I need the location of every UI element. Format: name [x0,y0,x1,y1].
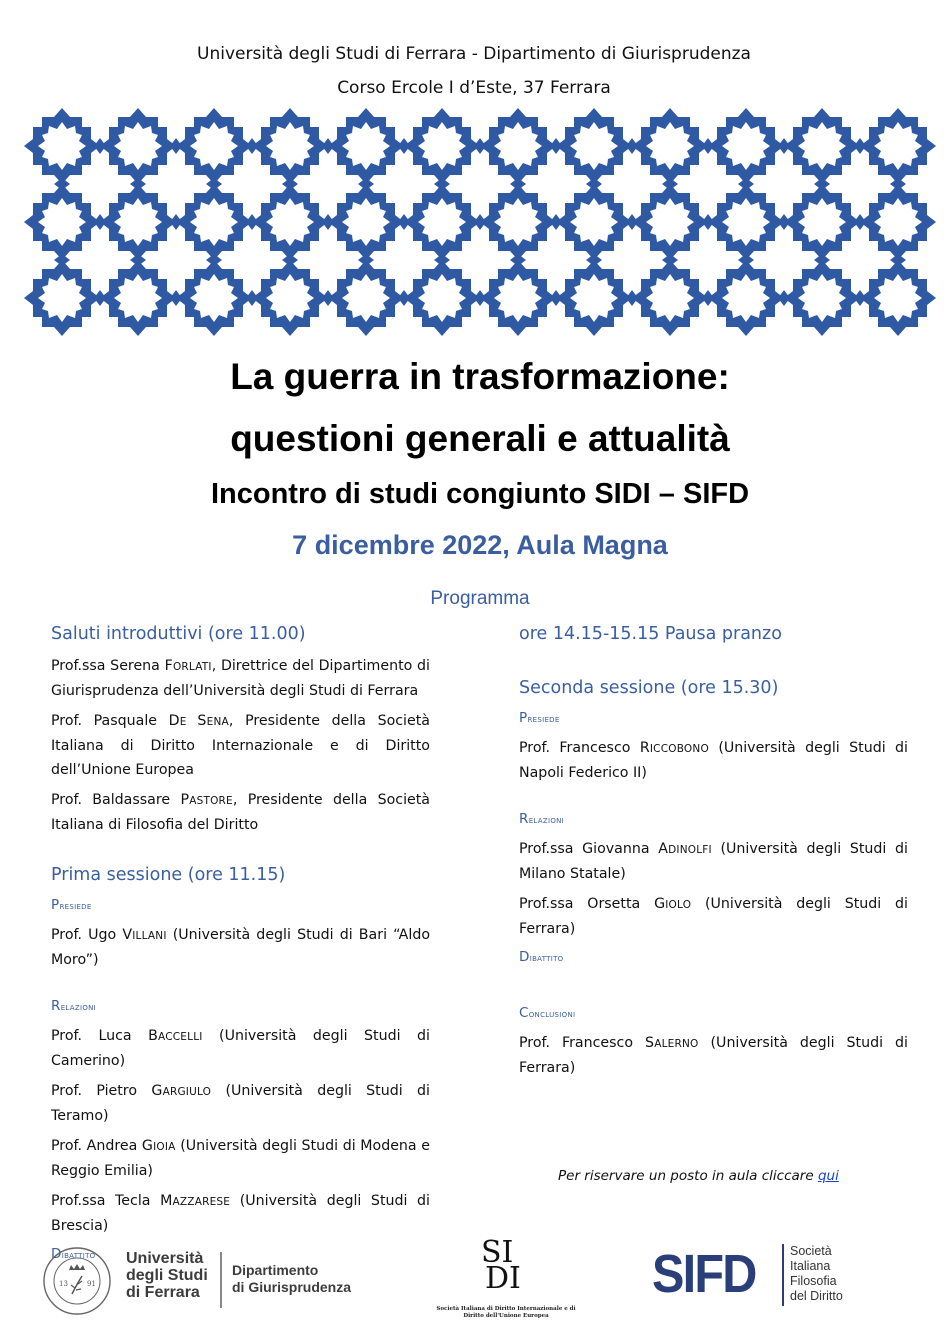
star-tile-icon [252,260,328,336]
star-tile-icon [480,260,556,336]
sifd-name-1: Italiana [790,1259,831,1273]
sifd-logo [652,1240,862,1312]
seconda-relazione-1: Prof.ssa Orsetta GIOLO (Università degli Studi di Ferrara) [519,896,908,937]
prima-relazione-3: Prof.ssa Tecla MAZZARESE (Università degli Studi di Brescia) [51,1193,430,1234]
star-tile-icon [784,108,860,184]
saluti-title: Saluti introduttivi (ore 11.00) [51,624,306,644]
program-right-column [519,620,908,1080]
title-line-1: La guerra in trasformazione: [230,356,730,397]
seconda-presiede-label: Presiede [519,710,560,726]
star-tile-icon [708,260,784,336]
star-tile-icon [632,108,708,184]
unife-dept-line-0: Dipartimento [232,1262,319,1278]
decorative-star-pattern [24,108,940,338]
prima-presiede: Prof. Ugo VILLANI (Università degli Studi di Bari “Aldo Moro”) [51,927,431,968]
header-address: Corso Ercole I d’Este, 37 Ferrara [337,78,611,98]
svg-text:13: 13 [59,1280,68,1288]
star-tile-icon [176,108,252,184]
star-tile-icon [860,108,936,184]
unife-name-line-1: degli Studi [126,1267,208,1284]
star-tile-icon [480,108,556,184]
header-university: Università degli Studi di Ferrara - Dipartimento di Giurisprudenza [197,44,751,64]
sifd-mark: SIFD [652,1244,756,1304]
star-tile-icon [252,184,328,260]
unife-divider [220,1252,222,1308]
unife-dept-line-1: di Giurisprudenza [232,1279,352,1295]
star-tile-icon [708,184,784,260]
prima-relazione-1: Prof. Pietro GARGIULO (Università degli Studi di Teramo) [51,1083,430,1124]
star-tile-icon [24,184,100,260]
star-tile-icon [632,184,708,260]
star-tile-icon [100,108,176,184]
unife-name-line-0: Università [126,1250,204,1267]
star-tile-icon [24,108,100,184]
sifd-name-0: Società [790,1244,832,1258]
reservation-link[interactable]: qui [817,1168,839,1184]
prima-sessione-title: Prima sessione (ore 11.15) [51,865,286,885]
star-tile-icon [100,184,176,260]
program-heading: Programma [430,588,530,609]
star-tile-icon [100,260,176,336]
star-tile-icon [328,260,404,336]
unife-name-line-2: di Ferrara [126,1284,200,1301]
sidi-mark: SI DI [481,1235,521,1296]
star-tile-icon [404,184,480,260]
unife-seal-icon [42,1246,112,1316]
sifd-name-3: del Diritto [790,1289,843,1303]
event-date: 7 dicembre 2022, Aula Magna [292,530,668,560]
star-tile-icon [556,260,632,336]
prima-relazioni-label: Relazioni [51,998,97,1014]
saluti-item-0: Prof.ssa Serena FORLATI, Direttrice del Dipartimento di Giurisprudenza dell’Università degli Studi di Ferrara [51,658,430,699]
star-tile-icon [176,260,252,336]
seconda-dibattito-label: Dibattito [519,949,564,965]
unife-logo [42,1240,372,1320]
star-tile-icon [784,184,860,260]
prima-dibattito-label: Dibattito [51,1246,96,1262]
star-tile-icon [328,108,404,184]
prima-relazione-0: Prof. Luca BACCELLI (Università degli Studi di Camerino) [51,1028,430,1069]
conclusioni-item: Prof. Francesco SALERNO (Università degli Studi di Ferrara) [519,1035,908,1076]
sifd-divider [782,1244,784,1306]
star-tile-icon [328,184,404,260]
star-tile-icon [404,260,480,336]
sidi-caption-1: Diritto dell'Unione Europea [463,1313,549,1319]
saluti-item-1: Prof. Pasquale DE SENA, Presidente della Società Italiana di Diritto Internazionale e di Diritto dell’Unione Europea [51,713,430,778]
program-left-column [51,620,430,1262]
star-tile-icon [708,108,784,184]
star-tile-icon [556,184,632,260]
star-tile-icon [252,108,328,184]
star-tile-icon [860,184,936,260]
sidi-caption-0: Società Italiana di Diritto Internazionale e di [436,1306,576,1312]
star-tile-icon [784,260,860,336]
seconda-presiede: Prof. Francesco RICCOBONO (Università degli Studi di Napoli Federico II) [519,740,908,781]
sifd-name-2: Filosofia [790,1274,837,1288]
conclusioni-label: Conclusioni [519,1005,576,1021]
subtitle: Incontro di studi congiunto SIDI – SIFD [210,478,750,510]
svg-text:91: 91 [87,1280,96,1288]
prima-presiede-label: Presiede [51,897,92,913]
seconda-relazione-0: Prof.ssa Giovanna ADINOLFI (Università degli Studi di Milano Statale) [519,841,908,882]
seconda-relazioni-label: Relazioni [519,811,565,827]
star-tile-icon [480,184,556,260]
star-tile-icon [176,184,252,260]
star-tile-icon [24,260,100,336]
pausa-pranzo: ore 14.15-15.15 Pausa pranzo [519,624,782,644]
title-line-2: questioni generali e attualità [230,418,730,459]
seconda-sessione-title: Seconda sessione (ore 15.30) [519,678,779,698]
star-tile-icon [860,260,936,336]
sidi-logo [436,1235,576,1330]
reservation-note: Per riservare un posto in aula cliccare qui [558,1168,839,1184]
prima-relazione-2: Prof. Andrea GIOIA (Università degli Studi di Modena e Reggio Emilia) [51,1138,430,1179]
star-tile-icon [404,108,480,184]
saluti-item-2: Prof. Baldassare PASTORE, Presidente della Società Italiana di Filosofia del Diritto [51,792,431,833]
star-tile-icon [632,260,708,336]
star-tile-icon [556,108,632,184]
